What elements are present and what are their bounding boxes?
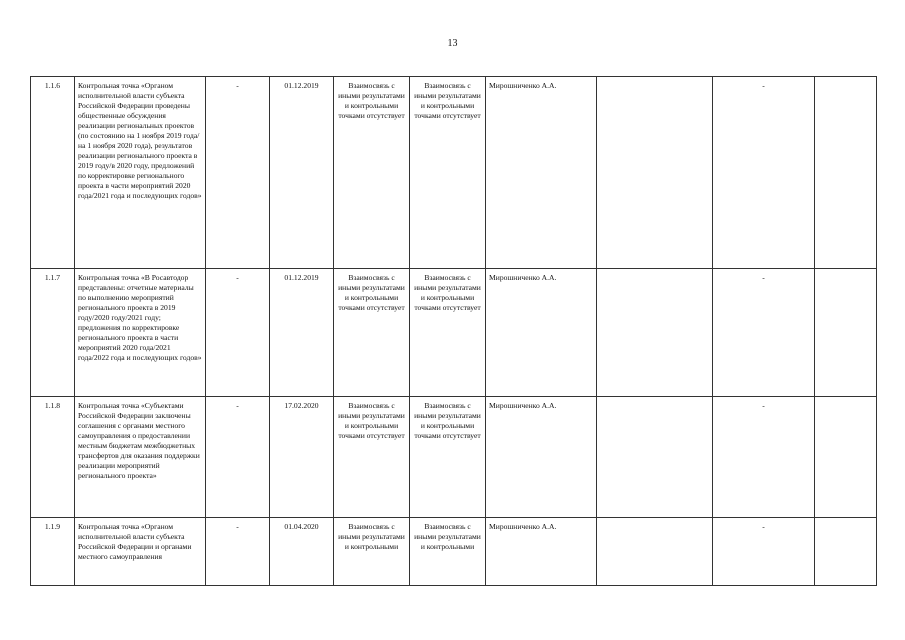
column-10-cell xyxy=(815,269,877,397)
row-number: 1.1.8 xyxy=(31,397,75,518)
end-date: 01.12.2019 xyxy=(270,269,334,397)
responsible-person: Мирошниченко А.А. xyxy=(486,397,597,518)
column-9-cell: - xyxy=(713,397,815,518)
predecessor-link: Взаимосвязь с иными результатами и контрольными точками отсутствует xyxy=(334,269,410,397)
column-10-cell xyxy=(815,397,877,518)
table-row xyxy=(31,269,877,397)
responsible-person: Мирошниченко А.А. xyxy=(486,518,597,586)
page-number: 13 xyxy=(447,38,458,49)
predecessor-link: Взаимосвязь с иными результатами и контрольными точками отсутствует xyxy=(334,397,410,518)
column-9-cell: - xyxy=(713,518,815,586)
end-date: 01.12.2019 xyxy=(270,77,334,269)
control-point-name: Контрольная точка «В Росавтодор представлены: отчетные материалы по выполнению мероприятий регионального проекта в 2019 году/2020 году/2021 году; предложения по корректировке регионального проекта в части мероприятий 2020 года/2021 года/2022 года и последующих годов» xyxy=(75,269,206,397)
column-8-cell xyxy=(597,518,713,586)
control-point-name: Контрольная точка «Органом исполнительной власти субъекта Российской Федерации и органами местного самоуправления xyxy=(75,518,206,586)
column-10-cell xyxy=(815,518,877,586)
start-date: - xyxy=(206,397,270,518)
column-8-cell xyxy=(597,269,713,397)
row-number: 1.1.6 xyxy=(31,77,75,269)
column-8-cell xyxy=(597,397,713,518)
successor-link: Взаимосвязь с иными результатами и контрольными точками отсутствует xyxy=(410,269,486,397)
table-row xyxy=(31,397,877,518)
column-9-cell: - xyxy=(713,269,815,397)
successor-link: Взаимосвязь с иными результатами и контрольными точками отсутствует xyxy=(410,397,486,518)
column-10-cell xyxy=(815,77,877,269)
control-points-table xyxy=(30,76,877,586)
responsible-person: Мирошниченко А.А. xyxy=(486,77,597,269)
end-date: 01.04.2020 xyxy=(270,518,334,586)
start-date: - xyxy=(206,518,270,586)
end-date: 17.02.2020 xyxy=(270,397,334,518)
table-row xyxy=(31,77,877,269)
successor-link: Взаимосвязь с иными результатами и контрольными xyxy=(410,518,486,586)
predecessor-link: Взаимосвязь с иными результатами и контрольными точками отсутствует xyxy=(334,77,410,269)
start-date: - xyxy=(206,269,270,397)
predecessor-link: Взаимосвязь с иными результатами и контрольными xyxy=(334,518,410,586)
table-row xyxy=(31,518,877,586)
column-9-cell: - xyxy=(713,77,815,269)
row-number: 1.1.7 xyxy=(31,269,75,397)
control-point-name: Контрольная точка «Субъектами Российской Федерации заключены соглашения с органами местного самоуправления о предоставлении местным бюджетам межбюджетных трансфертов для оказания поддержки реализации мероприятий регионального проекта» xyxy=(75,397,206,518)
start-date: - xyxy=(206,77,270,269)
control-point-name: Контрольная точка «Органом исполнительной власти субъекта Российской Федерации проведены общественные обсуждения реализации региональных проектов (по состоянию на 1 ноября 2019 года/на 1 ноября 2020 года), результатов реализации регионального проекта в 2019 году/в 2020 году, предложений по корректировке регионального проекта в части мероприятий 2020 года/2021 года и последующих годов» xyxy=(75,77,206,269)
column-8-cell xyxy=(597,77,713,269)
responsible-person: Мирошниченко А.А. xyxy=(486,269,597,397)
row-number: 1.1.9 xyxy=(31,518,75,586)
successor-link: Взаимосвязь с иными результатами и контрольными точками отсутствует xyxy=(410,77,486,269)
